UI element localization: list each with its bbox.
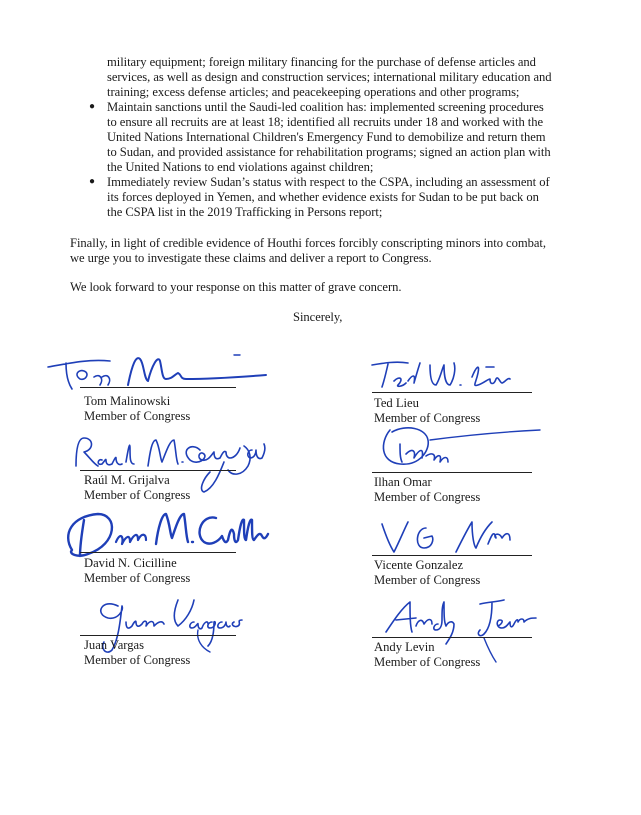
- signatory-title: Member of Congress: [374, 573, 481, 587]
- signatory-title: Member of Congress: [84, 571, 191, 585]
- signature-line: [372, 555, 532, 556]
- bullet-marker: ●: [89, 176, 96, 187]
- signatory-name: Ted Lieu: [374, 396, 419, 410]
- signatory-name: Vicente Gonzalez: [374, 558, 464, 572]
- signatory-name: David N. Cicilline: [84, 556, 177, 570]
- bullet-2-line-1: Maintain sanctions until the Saudi-led coalition has: implemented screening procedures: [107, 100, 544, 114]
- look-forward-paragraph: We look forward to your response on this matter of grave concern.: [70, 280, 402, 294]
- signature-line: [80, 387, 236, 388]
- bullet-marker: ●: [89, 101, 96, 112]
- signature-line: [372, 472, 532, 473]
- signature-line: [372, 392, 532, 393]
- continued-line-3: training; excess defense articles; and peacekeeping operations and other programs;: [107, 85, 520, 99]
- signatory-name: Andy Levin: [374, 640, 435, 654]
- bullet-3-line-1: Immediately review Sudan’s status with respect to the CSPA, including an assessment of: [107, 175, 550, 189]
- bullet-2-line-3: United Nations International Children's Emergency Fund to demobilize and return them: [107, 130, 546, 144]
- signatory-title: Member of Congress: [84, 653, 191, 667]
- finally-line-2: we urge you to investigate these claims and deliver a report to Congress.: [70, 251, 432, 265]
- signature-david-cicilline: [58, 504, 268, 564]
- signature-line: [80, 635, 236, 636]
- signature-ilhan-omar: [370, 420, 550, 476]
- closing-sincerely: Sincerely,: [293, 310, 343, 324]
- signatory-name: Tom Malinowski: [84, 394, 171, 408]
- signatory-title: Member of Congress: [374, 655, 481, 669]
- bullet-3-line-2: its forces deployed in Yemen, and whether evidence exists for Sudan to be put back on: [107, 190, 539, 204]
- signatory-title: Member of Congress: [374, 490, 481, 504]
- signatory-title: Member of Congress: [84, 409, 191, 423]
- signature-line: [80, 470, 236, 471]
- bullet-2-line-5: the United Nations to end violations against children;: [107, 160, 374, 174]
- signatory-name: Ilhan Omar: [374, 475, 432, 489]
- bullet-2-line-2: to ensure all recruits are at least 18; identified all recruits under 18 and worked with the: [107, 115, 544, 129]
- signatory-title: Member of Congress: [374, 411, 481, 425]
- signature-vicente-gonzalez: [376, 514, 536, 558]
- bullet-2-line-4: to Sudan, and provided assistance for rehabilitation programs; signed an action plan with: [107, 145, 551, 159]
- signature-line: [372, 637, 532, 638]
- signature-ted-lieu: [368, 355, 528, 395]
- signatory-title: Member of Congress: [84, 488, 191, 502]
- signature-line: [80, 552, 236, 553]
- continued-line-1: military equipment; foreign military financing for the purchase of defense articles and: [107, 55, 536, 69]
- signatory-name: Juan Vargas: [84, 638, 145, 652]
- signatory-name: Raúl M. Grijalva: [84, 473, 170, 487]
- continued-line-2: services, as well as design and construction services; international military education and: [107, 70, 552, 84]
- finally-line-1: Finally, in light of credible evidence of Houthi forces forcibly conscripting minors into combat,: [70, 236, 546, 250]
- bullet-3-line-3: the CSPA list in the 2019 Trafficking in Persons report;: [107, 205, 383, 219]
